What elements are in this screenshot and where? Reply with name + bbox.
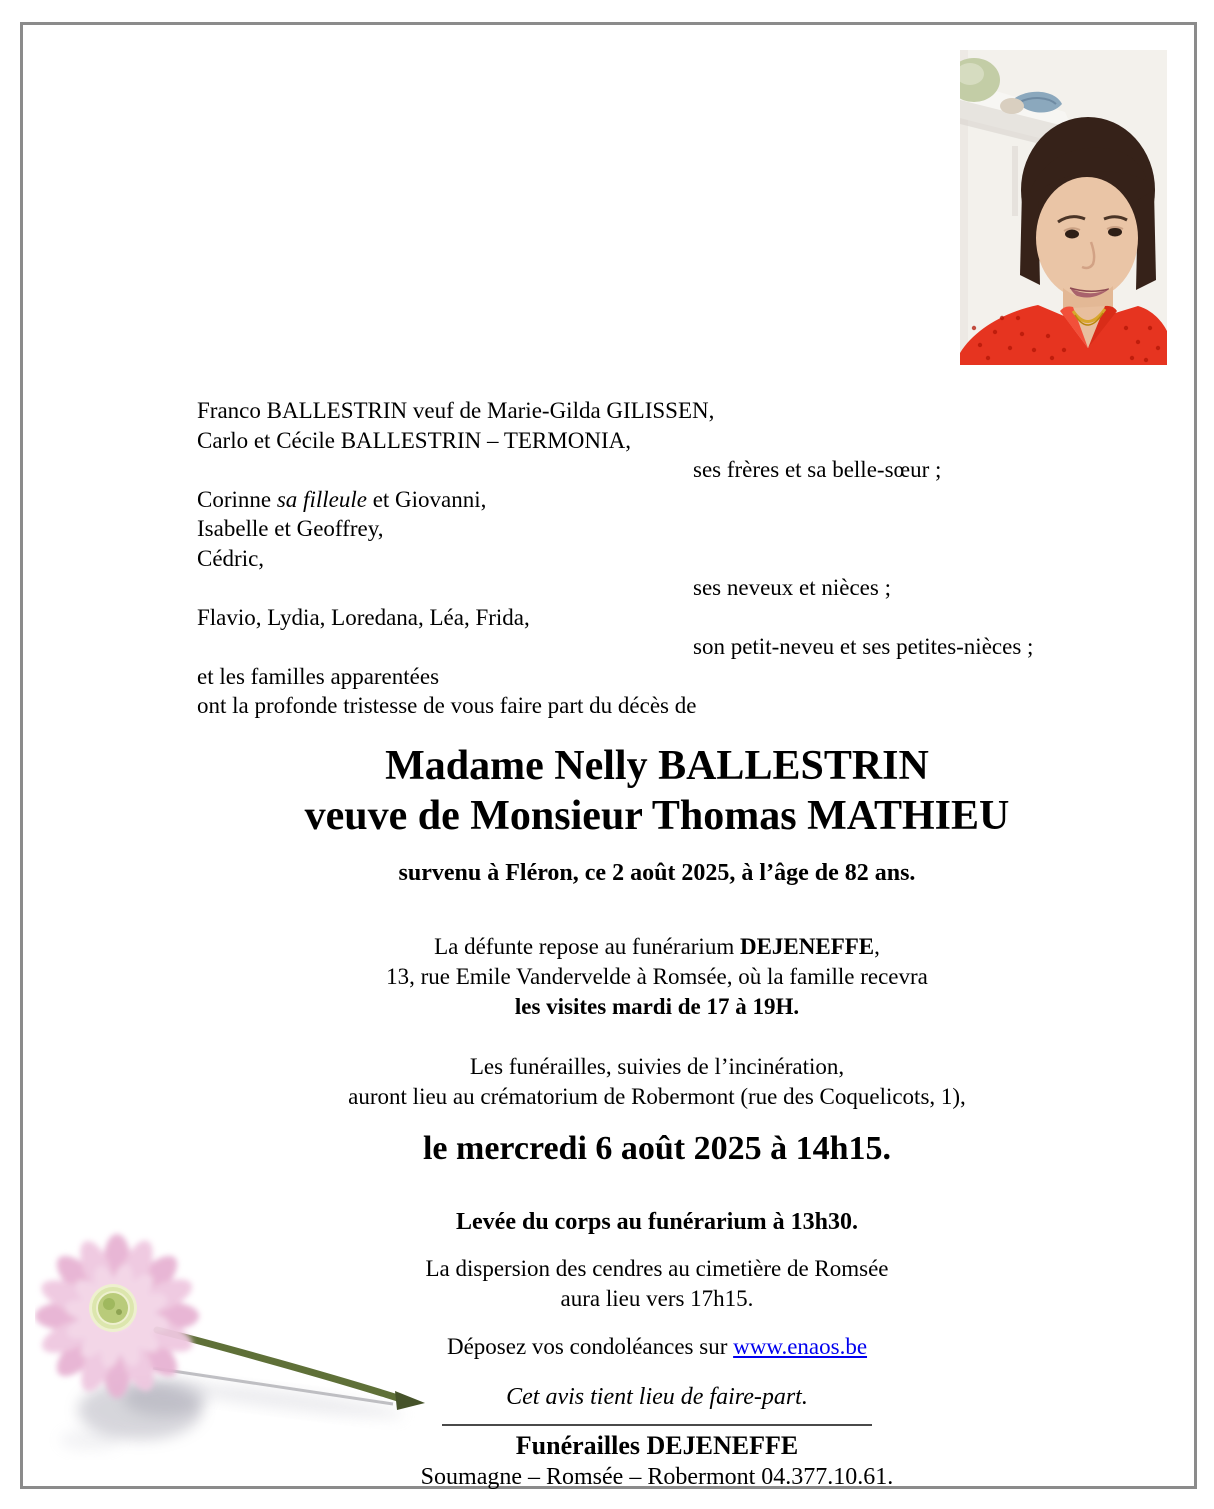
announcement-text [197,396,1117,1492]
relation-line: ses frères et sa belle-sœur ; [693,457,942,482]
family-line: ont la profonde tristesse de vous faire part du décès de [197,693,697,718]
family-line: Isabelle et Geoffrey, [197,516,384,541]
visiting-hours: les visites mardi de 17 à 19H. [514,993,800,1019]
relation-line: son petit-neveu et ses petites-nièces ; [693,634,1034,659]
portrait-photo [960,50,1167,365]
condolences-text: Déposez vos condoléances sur [446,1333,734,1359]
footer-separator [442,1424,872,1426]
enaos-link[interactable]: www.enaos.be [733,1333,868,1359]
funerarium-text: , [874,933,880,959]
body-removal-time: Levée du corps au funérarium à 13h30. [456,1208,858,1235]
family-line: Cédric, [197,545,265,571]
face [1036,177,1138,299]
family-line: Franco BALLESTRIN veuf de Marie-Gilda GILISSEN, [197,398,715,423]
ashes-paragraph [197,1254,1117,1314]
family-line [197,485,1117,515]
family-line-text: Corinne [197,486,277,512]
funerarium-name: DEJENEFFE [739,933,875,959]
deceased-name-title [197,741,1117,841]
family-line-text: et Giovanni, [366,486,487,512]
condolences-line [197,1332,1117,1362]
funerarium-address: 13, rue Emile Vandervelde à Romsée, où la famille recevra [386,963,928,989]
ashes-time: aura lieu vers 17h15. [560,1285,754,1311]
funeral-home-name: Funérailles DEJENEFFE [515,1431,799,1460]
faire-part-notice: Cet avis tient lieu de faire-part. [506,1384,808,1410]
visitation-paragraph [197,932,1117,1022]
family-line: Carlo et Cécile BALLESTRIN – TERMONIA, [197,427,631,453]
goddaughter-note: sa filleule [276,486,367,512]
ashes-line: La dispersion des cendres au cimetière de Romsée [425,1255,889,1281]
funeral-home-footer [197,1424,1117,1492]
flower-head [35,1234,199,1398]
funeral-home-locations: Soumagne – Romsée – Robermont 04.377.10.61. [420,1464,894,1490]
death-date-line: survenu à Fléron, ce 2 août 2025, à l’âge de 82 ans. [398,859,916,886]
family-names-section [197,396,1117,721]
funerarium-line [197,932,1117,962]
deceased-name: Madame Nelly BALLESTRIN [385,742,929,789]
eye [1108,228,1122,237]
crematorium-line: auront lieu au crématorium de Robermont (rue des Coquelicots, 1), [348,1083,966,1109]
relation-line: ses neveux et nièces ; [693,575,891,600]
funeral-datetime: le mercredi 6 août 2025 à 14h15. [422,1129,892,1167]
family-line: et les familles apparentées [197,663,440,689]
funeral-line: Les funérailles, suivies de l’incinération, [469,1053,845,1079]
deceased-widow-of: veuve de Monsieur Thomas MATHIEU [304,792,1010,839]
eye [1065,230,1079,239]
family-line: Flavio, Lydia, Loredana, Léa, Frida, [197,604,530,630]
funeral-paragraph [197,1052,1117,1112]
funerarium-text: La défunte repose au funérarium [434,933,740,959]
